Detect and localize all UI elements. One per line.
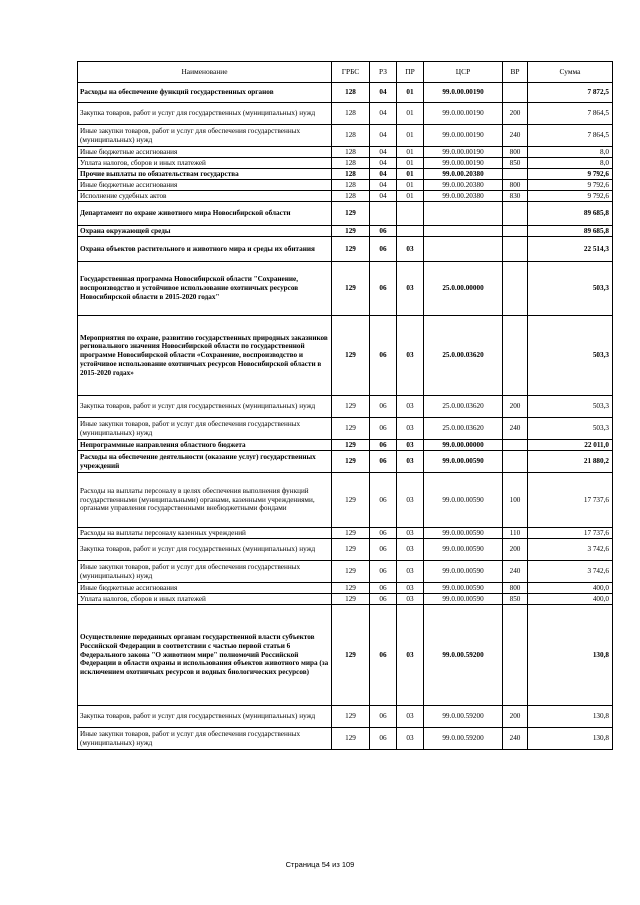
cell-csr: 25.0.00.03620 — [424, 316, 503, 396]
cell-vr — [503, 202, 528, 226]
cell-grbs: 128 — [332, 158, 370, 169]
header-sum: Сумма — [528, 62, 613, 83]
cell-name: Исполнение судебных актов — [78, 191, 332, 202]
cell-name: Уплата налогов, сборов и иных платежей — [78, 594, 332, 605]
cell-sum: 9 792,6 — [528, 191, 613, 202]
cell-vr: 200 — [503, 103, 528, 125]
cell-sum: 22 011,0 — [528, 440, 613, 451]
cell-pr: 01 — [397, 180, 424, 191]
cell-name: Закупка товаров, работ и услуг для государственных (муниципальных) нужд — [78, 539, 332, 561]
cell-sum: 8,0 — [528, 158, 613, 169]
cell-grbs: 128 — [332, 147, 370, 158]
table-row — [78, 202, 613, 226]
cell-vr — [503, 237, 528, 262]
cell-sum: 3 742,6 — [528, 561, 613, 583]
cell-name: Закупка товаров, работ и услуг для государственных (муниципальных) нужд — [78, 706, 332, 728]
cell-pr: 03 — [397, 706, 424, 728]
cell-name: Закупка товаров, работ и услуг для государственных (муниципальных) нужд — [78, 396, 332, 418]
table-row — [78, 451, 613, 473]
cell-name: Непрограммные направления областного бюджета — [78, 440, 332, 451]
cell-rz: 06 — [370, 473, 397, 528]
cell-rz: 06 — [370, 262, 397, 316]
cell-vr — [503, 440, 528, 451]
cell-csr: 99.0.00.00590 — [424, 561, 503, 583]
table-row — [78, 440, 613, 451]
table-row — [78, 125, 613, 147]
page-number: Страница 54 из 109 — [285, 860, 355, 869]
cell-pr: 03 — [397, 316, 424, 396]
cell-csr: 25.0.00.03620 — [424, 396, 503, 418]
cell-name: Закупка товаров, работ и услуг для государственных (муниципальных) нужд — [78, 103, 332, 125]
cell-sum: 7 864,5 — [528, 103, 613, 125]
cell-sum: 7 864,5 — [528, 125, 613, 147]
cell-csr: 99.0.00.59200 — [424, 706, 503, 728]
cell-vr — [503, 226, 528, 237]
table-row — [78, 728, 613, 750]
cell-grbs: 128 — [332, 180, 370, 191]
cell-grbs: 129 — [332, 202, 370, 226]
cell-pr: 03 — [397, 594, 424, 605]
cell-grbs: 129 — [332, 418, 370, 440]
cell-pr: 01 — [397, 169, 424, 180]
table-row — [78, 191, 613, 202]
cell-pr: 03 — [397, 539, 424, 561]
cell-sum: 400,0 — [528, 594, 613, 605]
cell-pr: 01 — [397, 103, 424, 125]
table-row — [78, 237, 613, 262]
cell-sum: 8,0 — [528, 147, 613, 158]
table-row — [78, 594, 613, 605]
cell-name: Государственная программа Новосибирской области "Сохранение, воспроизводство и устойчивое использование охотничьих ресурсов Новосибирской области в 2015-2020 годах" — [78, 262, 332, 316]
cell-csr: 99.0.00.00190 — [424, 147, 503, 158]
cell-csr: 99.0.00.59200 — [424, 728, 503, 750]
cell-grbs: 129 — [332, 728, 370, 750]
cell-csr: 99.0.00.00590 — [424, 473, 503, 528]
cell-rz: 06 — [370, 316, 397, 396]
cell-vr: 240 — [503, 728, 528, 750]
cell-csr: 99.0.00.00190 — [424, 83, 503, 103]
table-row — [78, 226, 613, 237]
cell-rz: 06 — [370, 237, 397, 262]
table-row — [78, 605, 613, 706]
cell-vr: 850 — [503, 594, 528, 605]
cell-vr — [503, 451, 528, 473]
cell-grbs: 128 — [332, 125, 370, 147]
header-grbs: ГРБС — [332, 62, 370, 83]
cell-sum: 89 685,8 — [528, 226, 613, 237]
cell-grbs: 129 — [332, 528, 370, 539]
cell-rz: 04 — [370, 83, 397, 103]
cell-sum: 17 737,6 — [528, 473, 613, 528]
table-row — [78, 147, 613, 158]
table-row — [78, 473, 613, 528]
cell-rz — [370, 202, 397, 226]
cell-rz: 06 — [370, 605, 397, 706]
table-row — [78, 169, 613, 180]
cell-rz: 04 — [370, 191, 397, 202]
cell-name: Иные бюджетные ассигнования — [78, 180, 332, 191]
cell-pr: 03 — [397, 237, 424, 262]
cell-csr — [424, 237, 503, 262]
cell-vr: 110 — [503, 528, 528, 539]
cell-vr: 800 — [503, 180, 528, 191]
cell-sum: 400,0 — [528, 583, 613, 594]
cell-csr: 99.0.00.20380 — [424, 169, 503, 180]
cell-grbs: 129 — [332, 226, 370, 237]
cell-csr: 99.0.00.00590 — [424, 539, 503, 561]
cell-csr: 99.0.00.20380 — [424, 180, 503, 191]
cell-grbs: 129 — [332, 605, 370, 706]
cell-sum: 89 685,8 — [528, 202, 613, 226]
cell-sum: 503,3 — [528, 418, 613, 440]
cell-pr: 03 — [397, 262, 424, 316]
cell-rz: 06 — [370, 396, 397, 418]
cell-rz: 06 — [370, 528, 397, 539]
cell-name: Прочие выплаты по обязательствам государства — [78, 169, 332, 180]
cell-rz: 04 — [370, 103, 397, 125]
cell-grbs: 128 — [332, 169, 370, 180]
cell-sum: 9 792,6 — [528, 169, 613, 180]
cell-vr: 850 — [503, 158, 528, 169]
cell-name: Иные закупки товаров, работ и услуг для обеспечения государственных (муниципальных) нужд — [78, 418, 332, 440]
cell-grbs: 129 — [332, 451, 370, 473]
cell-vr: 200 — [503, 396, 528, 418]
cell-rz: 04 — [370, 147, 397, 158]
table-row — [78, 103, 613, 125]
cell-rz: 04 — [370, 180, 397, 191]
cell-pr: 03 — [397, 605, 424, 706]
cell-rz: 06 — [370, 583, 397, 594]
cell-grbs: 128 — [332, 191, 370, 202]
cell-rz: 06 — [370, 594, 397, 605]
cell-sum: 503,3 — [528, 396, 613, 418]
cell-pr — [397, 226, 424, 237]
table-row — [78, 262, 613, 316]
cell-rz: 06 — [370, 539, 397, 561]
cell-vr: 240 — [503, 561, 528, 583]
cell-grbs: 128 — [332, 83, 370, 103]
header-row — [78, 62, 613, 83]
cell-csr: 99.0.00.00590 — [424, 451, 503, 473]
cell-rz: 06 — [370, 451, 397, 473]
cell-name: Мероприятия по охране, развитию государственных природных заказников регионального значения Новосибирской области по государственной программе Новосибирской области «Сохранение, воспроизводство и устойчивое использование охотничьих ресурсов Новосибирской области в 2015-2020 годах» — [78, 316, 332, 396]
cell-rz: 06 — [370, 440, 397, 451]
cell-pr: 03 — [397, 418, 424, 440]
cell-grbs: 129 — [332, 583, 370, 594]
cell-csr — [424, 226, 503, 237]
cell-grbs: 129 — [332, 262, 370, 316]
cell-rz: 04 — [370, 158, 397, 169]
cell-vr — [503, 169, 528, 180]
cell-pr: 03 — [397, 561, 424, 583]
cell-csr: 99.0.00.00590 — [424, 528, 503, 539]
cell-name: Иные бюджетные ассигнования — [78, 147, 332, 158]
cell-vr: 800 — [503, 583, 528, 594]
cell-pr: 03 — [397, 473, 424, 528]
table-row — [78, 158, 613, 169]
table-row — [78, 418, 613, 440]
cell-grbs: 129 — [332, 561, 370, 583]
cell-sum: 130,8 — [528, 605, 613, 706]
table-row — [78, 706, 613, 728]
cell-pr: 03 — [397, 440, 424, 451]
cell-name: Охрана объектов растительного и животного мира и среды их обитания — [78, 237, 332, 262]
cell-vr: 200 — [503, 539, 528, 561]
cell-csr: 99.0.00.00590 — [424, 594, 503, 605]
cell-rz: 06 — [370, 418, 397, 440]
cell-vr: 100 — [503, 473, 528, 528]
cell-name: Департамент по охране животного мира Новосибирской области — [78, 202, 332, 226]
header-rz: РЗ — [370, 62, 397, 83]
cell-vr: 240 — [503, 418, 528, 440]
cell-name: Осуществление переданных органам государственной власти субъектов Российской Федерации в соответствии с частью первой статьи 6 Федерального закона "О животном мире" полномочий Российской Федерации в области охраны и использования объектов животного мира (за исключением охотничьих ресурсов и водных биологических ресурсов) — [78, 605, 332, 706]
cell-vr — [503, 262, 528, 316]
cell-name: Иные закупки товаров, работ и услуг для обеспечения государственных (муниципальных) нужд — [78, 561, 332, 583]
cell-csr: 99.0.00.20380 — [424, 191, 503, 202]
cell-sum: 9 792,6 — [528, 180, 613, 191]
cell-name: Расходы на выплаты персоналу казенных учреждений — [78, 528, 332, 539]
table-row — [78, 583, 613, 594]
cell-grbs: 129 — [332, 440, 370, 451]
cell-rz: 06 — [370, 728, 397, 750]
table-row — [78, 180, 613, 191]
cell-rz: 04 — [370, 169, 397, 180]
cell-name: Расходы на выплаты персоналу в целях обеспечения выполнения функций государственными (муниципальными) органами, казенными учреждениями, органами управления государственными внебюджетными фондами — [78, 473, 332, 528]
cell-rz: 06 — [370, 561, 397, 583]
cell-sum: 3 742,6 — [528, 539, 613, 561]
header-csr: ЦСР — [424, 62, 503, 83]
table-row — [78, 561, 613, 583]
cell-name: Расходы на обеспечение функций государственных органов — [78, 83, 332, 103]
cell-grbs: 129 — [332, 473, 370, 528]
table-body — [78, 83, 613, 750]
cell-csr: 99.0.00.00000 — [424, 440, 503, 451]
cell-vr: 830 — [503, 191, 528, 202]
cell-csr: 25.0.00.03620 — [424, 418, 503, 440]
cell-rz: 06 — [370, 706, 397, 728]
cell-grbs: 129 — [332, 594, 370, 605]
table-row — [78, 83, 613, 103]
header-vr: ВР — [503, 62, 528, 83]
cell-sum: 503,3 — [528, 316, 613, 396]
cell-csr: 99.0.00.00190 — [424, 103, 503, 125]
cell-csr: 99.0.00.00190 — [424, 125, 503, 147]
cell-grbs: 129 — [332, 539, 370, 561]
cell-grbs: 129 — [332, 706, 370, 728]
cell-pr: 01 — [397, 125, 424, 147]
cell-name: Иные закупки товаров, работ и услуг для обеспечения государственных (муниципальных) нужд — [78, 125, 332, 147]
cell-grbs: 129 — [332, 316, 370, 396]
cell-pr: 03 — [397, 728, 424, 750]
cell-name: Расходы на обеспечение деятельности (оказание услуг) государственных учреждений — [78, 451, 332, 473]
cell-csr: 99.0.00.00190 — [424, 158, 503, 169]
cell-vr — [503, 83, 528, 103]
cell-sum: 21 880,2 — [528, 451, 613, 473]
cell-pr — [397, 202, 424, 226]
cell-pr: 03 — [397, 583, 424, 594]
cell-pr: 01 — [397, 147, 424, 158]
header-name: Наименование — [78, 62, 332, 83]
cell-grbs: 128 — [332, 103, 370, 125]
cell-name: Иные закупки товаров, работ и услуг для обеспечения государственных (муниципальных) нужд — [78, 728, 332, 750]
cell-pr: 03 — [397, 451, 424, 473]
cell-vr — [503, 605, 528, 706]
cell-vr: 800 — [503, 147, 528, 158]
cell-sum: 503,3 — [528, 262, 613, 316]
cell-pr: 01 — [397, 83, 424, 103]
table-row — [78, 396, 613, 418]
cell-name: Охрана окружающей среды — [78, 226, 332, 237]
cell-csr: 25.0.00.00000 — [424, 262, 503, 316]
cell-grbs: 129 — [332, 237, 370, 262]
cell-pr: 03 — [397, 528, 424, 539]
table-row — [78, 539, 613, 561]
cell-csr: 99.0.00.00590 — [424, 583, 503, 594]
cell-grbs: 129 — [332, 396, 370, 418]
table-row — [78, 316, 613, 396]
cell-pr: 03 — [397, 396, 424, 418]
cell-rz: 06 — [370, 226, 397, 237]
cell-sum: 7 872,5 — [528, 83, 613, 103]
cell-sum: 22 514,3 — [528, 237, 613, 262]
budget-table — [77, 61, 613, 750]
cell-csr: 99.0.00.59200 — [424, 605, 503, 706]
cell-sum: 130,8 — [528, 728, 613, 750]
table-header — [78, 62, 613, 83]
cell-vr — [503, 316, 528, 396]
cell-sum: 17 737,6 — [528, 528, 613, 539]
cell-csr — [424, 202, 503, 226]
cell-name: Иные бюджетные ассигнования — [78, 583, 332, 594]
cell-vr: 200 — [503, 706, 528, 728]
cell-name: Уплата налогов, сборов и иных платежей — [78, 158, 332, 169]
cell-vr: 240 — [503, 125, 528, 147]
cell-pr: 01 — [397, 191, 424, 202]
header-pr: ПР — [397, 62, 424, 83]
cell-rz: 04 — [370, 125, 397, 147]
cell-sum: 130,8 — [528, 706, 613, 728]
cell-pr: 01 — [397, 158, 424, 169]
table-row — [78, 528, 613, 539]
